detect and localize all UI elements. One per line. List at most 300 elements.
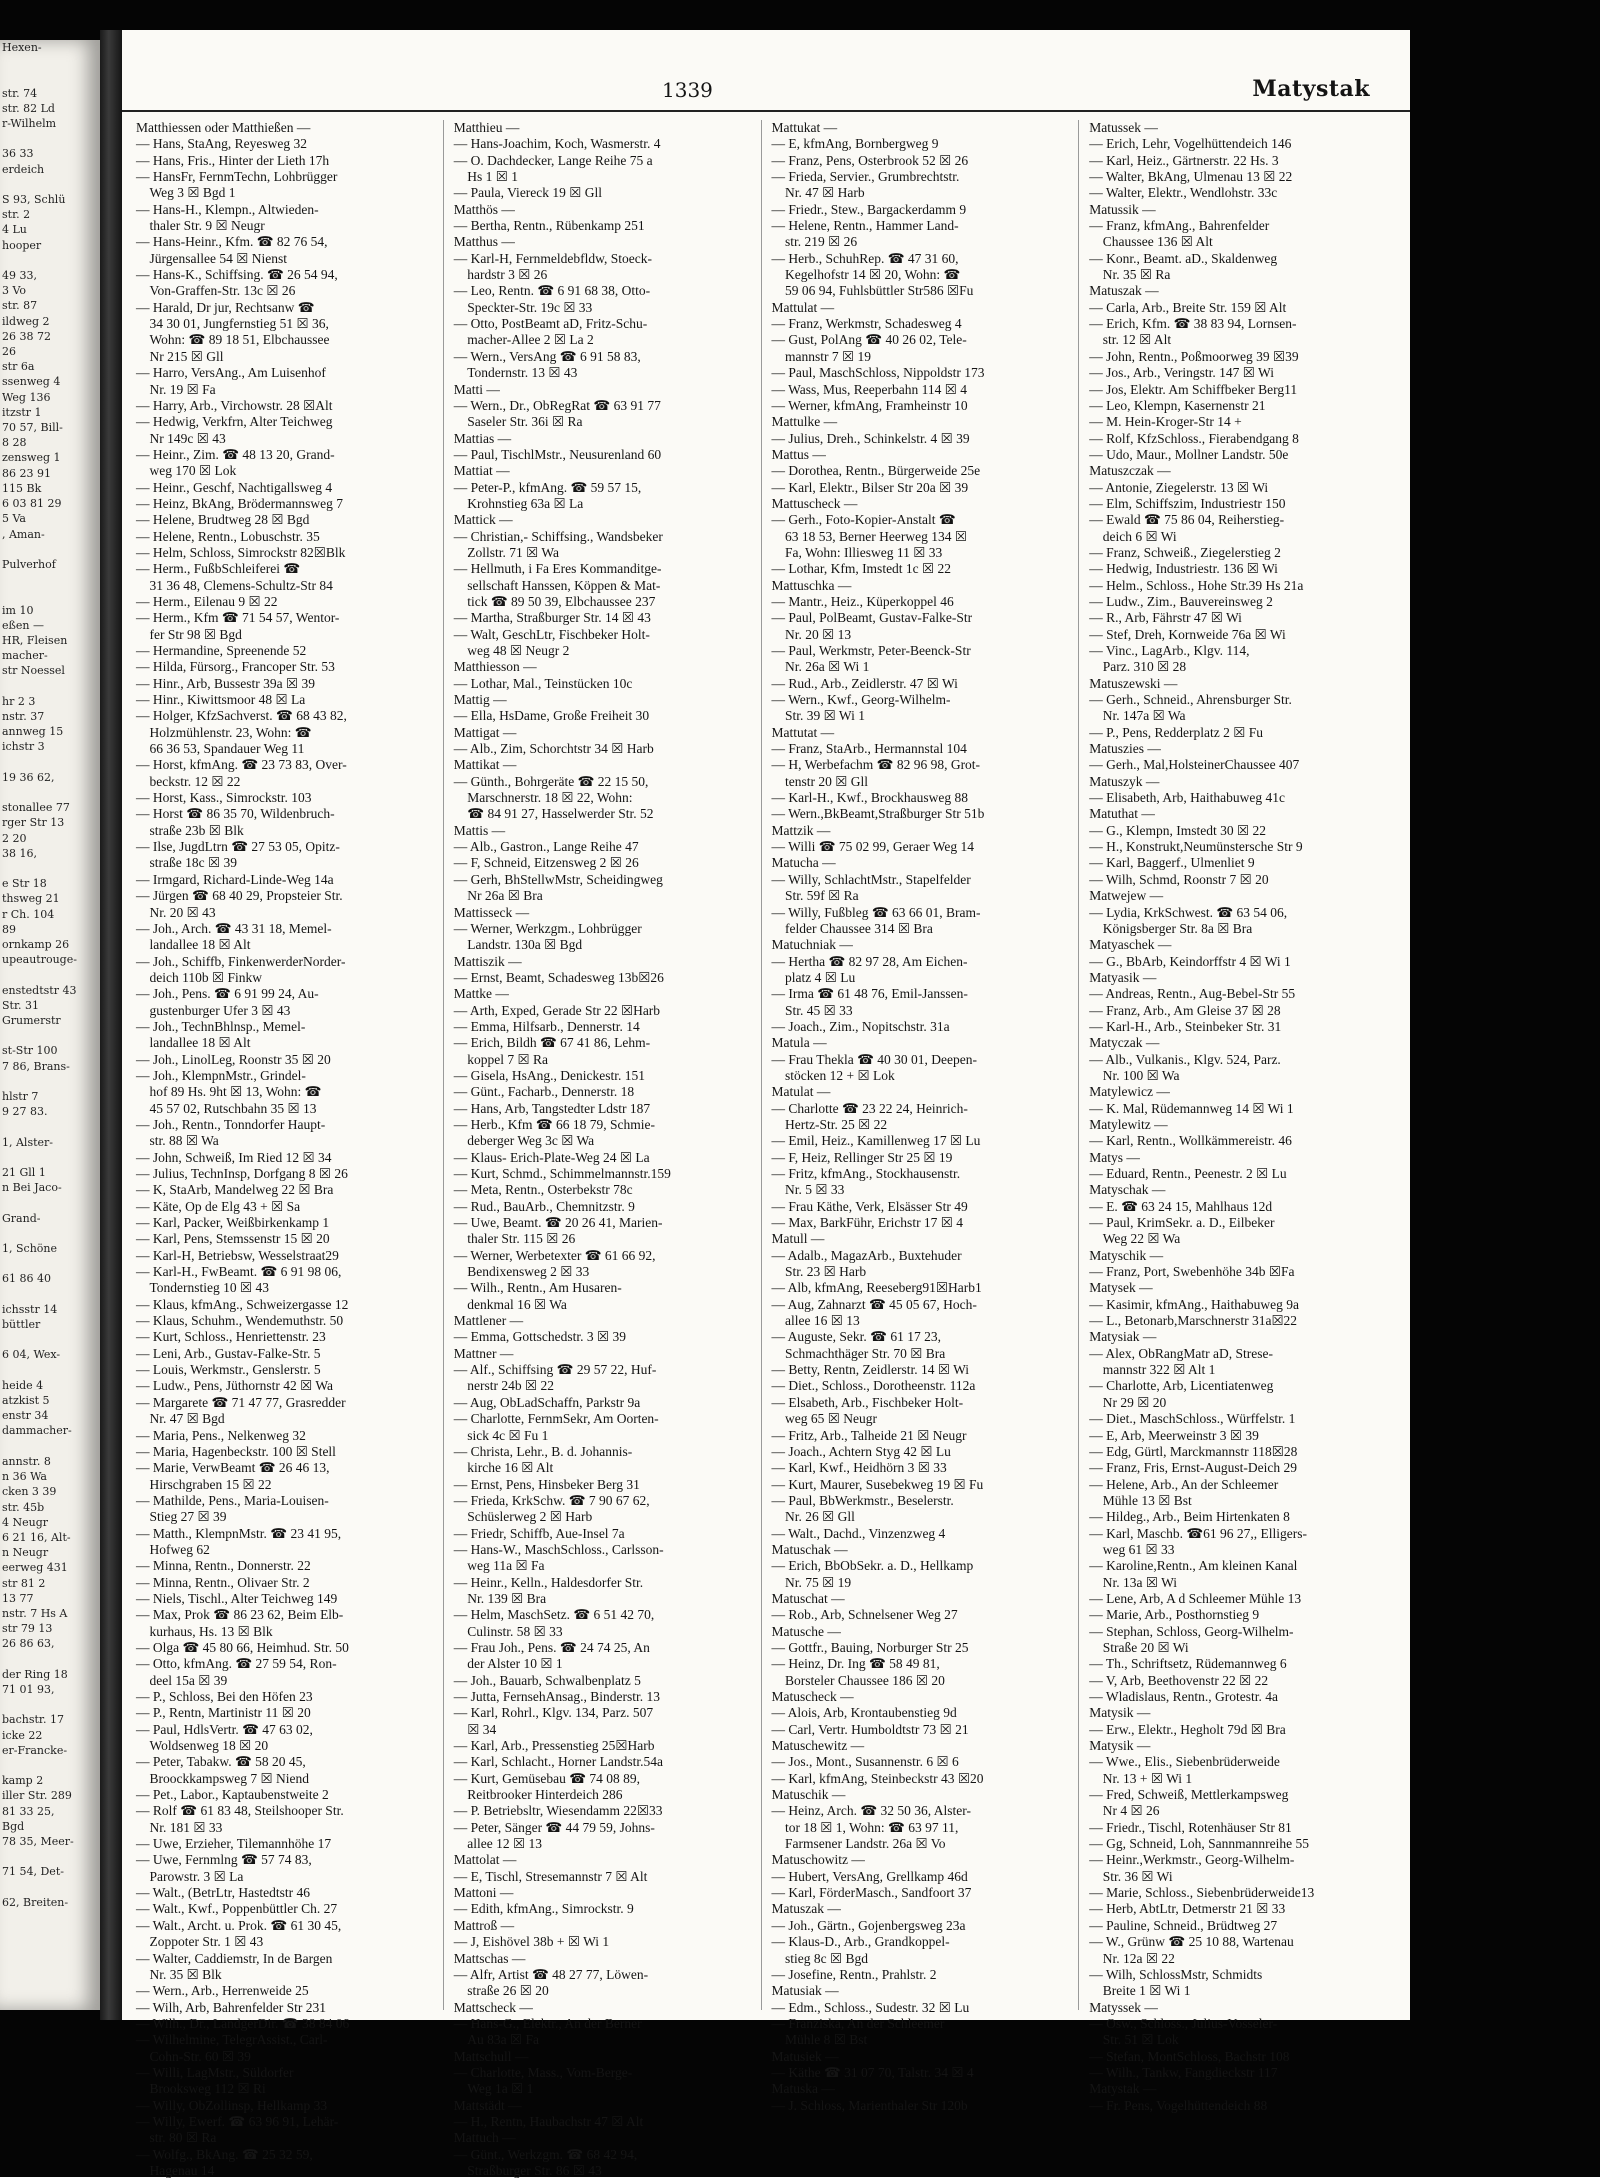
surname-heading: Mattiszik — [453,953,522,969]
directory-entry: — Stephan, Schloss, Georg-Wilhelm- [1089,1623,1294,1639]
directory-entry: Cohn-Str. 60 ☒ 39 [136,2048,251,2064]
directory-entry: — Gerh, BhStellwMstr, Scheidingweg [453,871,663,887]
left-page-fragment: 61 86 40 [2,1272,51,1286]
left-page-fragment [0,55,100,70]
surname-heading: Matuscheck — [771,1689,854,1704]
left-page-fragment: str. 2 [2,208,31,222]
surname-heading: Matyaschek — [1089,937,1172,953]
directory-entry: Zoppoter Str. 1 ☒ 43 [136,1934,264,1950]
directory-entry: — Uwe, Fernmlng ☎ 57 74 83, [136,1852,312,1868]
directory-entry: Von-Graffen-Str. 13c ☒ 26 [136,283,296,299]
directory-entry: — Harald, Dr jur, Rechtsanw ☎ [136,299,315,315]
left-page-fragment: heide 4 [2,1378,44,1392]
directory-entry: — Pet., Labor., Kaptaubenstweite 2 [136,1787,329,1803]
surname-heading: Mattroß — [453,1917,515,1933]
directory-entry: Nr 4 ☒ 26 [1089,1803,1160,1819]
left-page-fragment: 26 86 63, [2,1637,55,1651]
left-page-fragment: str. 45b [2,1500,45,1514]
directory-entry: — Karl, Pens, Stemssenstr 15 ☒ 20 [136,1231,330,1247]
directory-entry: — Karl, Rohrl., Klgv. 134, Parz. 507 [453,1705,654,1721]
directory-entry: — Willy, Fußbleg ☎ 63 66 01, Bram- [771,904,981,920]
directory-entry: — Margarete ☎ 71 47 77, Grasredder [136,1394,346,1410]
directory-entry: — Minna, Rentn., Olivaer Str. 2 [136,1574,310,1590]
surname-heading: Matuchniak — [771,937,853,953]
directory-entry: — Klaus-D., Arb., Grandkoppel- [771,1934,950,1950]
directory-entry: ☒ 34 [453,1721,497,1737]
directory-entry: Hertz-Str. 25 ☒ 22 [771,1116,888,1132]
surname-heading: Mattiat — [453,463,510,479]
left-page-fragment: e Str 18 [2,877,47,891]
directory-entry: — Helm., Schloss., Hohe Str.39 Hs 21a [1089,577,1304,593]
directory-entry: — Charlotte ☎ 23 22 24, Heinrich- [771,1100,968,1116]
directory-entry: — P., Schloss, Bei den Höfen 23 [136,1689,313,1704]
directory-entry: Speckter-Str. 19c ☒ 33 [453,299,593,315]
directory-entry: — Horst, kfmAng. ☎ 23 73 83, Over- [136,757,347,773]
directory-entry: str. 80 ☒ Ra [136,2130,217,2146]
directory-entry: — Hinr., Arb, Bussestr 39a ☒ 39 [136,675,315,691]
directory-entry: — Franz, Schweiß., Ziegelerstieg 2 [1089,544,1281,560]
directory-entry: — Rud., BauArb., Chemnitzstr. 9 [453,1198,635,1214]
directory-entry: — Klaus, Schuhm., Wendemuthstr. 50 [136,1313,344,1329]
directory-entry: — Franz, Pens, Osterbrook 52 ☒ 26 [771,152,969,168]
entry-columns [136,120,1382,2178]
directory-entry: — Helene, Arb., An der Schleemer [1089,1476,1279,1492]
directory-entry: Chaussee 136 ☒ Alt [1089,234,1213,250]
surname-heading: Matucha — [771,855,836,871]
directory-entry: — Hedwig, Industriestr. 136 ☒ Wi [1089,561,1278,577]
directory-entry: — Gottfr., Bauing, Norburger Str 25 [771,1639,969,1655]
directory-entry: — Edg, Gürtl, Marckmannstr 118☒28 [1089,1443,1298,1459]
directory-entry: — Louis, Werkmstr., Genslerstr. 5 [136,1362,321,1378]
directory-entry: — Charlotte, Mass., Vom-Berge- [453,2064,633,2080]
directory-entry: — Heinr., Kelln., Haldesdorfer Str. [453,1574,644,1590]
directory-entry: landallee 18 ☒ Alt [136,937,251,953]
left-page-fragment: n Neugr [2,1546,49,1560]
directory-entry: Tondernstr. 13 ☒ 43 [453,365,578,381]
directory-entry: — Josefine, Rentn., Prahlstr. 2 [771,1966,937,1982]
surname-heading: Matuszies — [1089,741,1161,757]
directory-entry: — Joh., Bauarb, Schwalbenplatz 5 [453,1672,641,1688]
left-page-fragment: der Ring 18 [2,1667,68,1681]
surname-heading: Matyasik — [1089,969,1157,985]
directory-entry: — Rud., Arb., Zeidlerstr. 47 ☒ Wi [771,675,958,691]
directory-entry: — Irmgard, Richard-Linde-Weg 14a [136,871,334,887]
directory-entry: — Holger, KfzSachverst. ☎ 68 43 82, [136,708,347,724]
directory-entry: der Alster 10 ☒ 1 [453,1656,563,1672]
surname-heading: Mattscheck — [453,1999,533,2015]
surname-heading: Matti — [453,381,500,397]
directory-entry: — E, Tischl, Stresemannstr 7 ☒ Alt [453,1868,648,1884]
directory-entry: weg 48 ☒ Neugr 2 [453,643,570,658]
directory-entry: Nr. 13 + ☒ Wi 1 [1089,1770,1193,1786]
surname-heading: Matthieu — [453,120,520,135]
directory-entry: — Günth., Bohrgeräte ☎ 22 15 50, [453,773,649,789]
directory-entry: — Alex, ObRangMatr aD, Strese- [1089,1345,1273,1361]
directory-entry: — Pauline, Schneid., Brüdtweg 27 [1089,1917,1278,1933]
directory-entry: Bendixensweg 2 ☒ 33 [453,1264,590,1280]
directory-entry: — Joach., Zim., Nopitschstr. 31a [771,1018,950,1034]
directory-entry: — Paul, TischlMstr., Neusurenland 60 [453,446,662,462]
directory-entry: — Paul, MaschSchloss, Nippoldstr 173 [771,365,985,381]
surname-heading: Mattukat — [771,120,838,135]
directory-entry: — Stefan, MontSchloss, Bachstr 108 [1089,2048,1290,2064]
directory-entry: — Meta, Rentn., Osterbekstr 78c [453,1182,633,1198]
directory-entry: Nr 26a ☒ Bra [453,888,543,904]
left-page-fragment [0,1256,100,1271]
directory-entry: stieg 8c ☒ Bgd [771,1950,868,1966]
directory-entry: deel 15a ☒ 39 [136,1672,228,1688]
directory-entry: Nr. 47 ☒ Harb [771,185,865,201]
running-head: Matystak [1252,76,1370,102]
surname-heading: Matuschik — [771,1787,846,1803]
directory-entry: Hofweg 62 [136,1541,210,1557]
directory-entry: — Alb., Vulkanis., Klgv. 524, Parz. [1089,1051,1281,1067]
left-page-fragment [0,967,100,982]
directory-entry: Nr. 5 ☒ 33 [771,1182,845,1198]
directory-entry: — Hans, Fris., Hinter der Lieth 17h [136,152,330,168]
left-page-fragment: str. 74 [2,86,38,100]
left-page-fragment: zensweg 1 [2,451,61,465]
directory-entry: — Herm., Eilenau 9 ☒ 22 [136,593,278,609]
surname-heading: Mattias — [453,430,512,446]
directory-entry: — Jutta, FernsehAnsag., Binderstr. 13 [453,1689,660,1704]
directory-entry: Hs 1 ☒ 1 [453,169,518,185]
directory-entry: — Herb., Kfm ☎ 66 18 79, Schmie- [453,1116,656,1132]
left-page-fragment: 6 03 81 29 [2,497,62,511]
surname-heading: Mattigat — [453,724,517,740]
directory-entry: weg 65 ☒ Neugr [771,1411,877,1427]
left-page-fragment: iller Str. 289 [2,1789,72,1803]
directory-entry: — Wern.,BkBeamt,Straßburger Str 51b [771,806,985,822]
left-page-fragment: cken 3 39 [2,1485,57,1499]
directory-entry: — Horst, Kass., Simrockstr. 103 [136,790,312,806]
directory-entry: — Gerh., Mal,HolsteinerChaussee 407 [1089,757,1300,773]
directory-entry: — Hinr., Kiwittsmoor 48 ☒ La [136,692,306,708]
directory-entry: — Paul, HdlsVertr. ☎ 47 63 02, [136,1721,313,1737]
left-page-fragment [0,572,100,587]
surname-heading: Matuszewski — [1089,675,1178,691]
directory-entry: — Wilh., Dr., LandgerDir. ☎ 38 84 06 [136,2015,350,2031]
directory-entry: — Paul, BbWerkmstr., Beselerstr. [771,1492,954,1508]
directory-entry: — Gerh., Foto-Kopier-Anstalt ☎ [771,512,956,528]
left-page-fragment: 2 20 [2,831,27,845]
left-page-fragment [0,1287,100,1302]
left-page-fragment: str. 82 Ld [2,101,55,115]
directory-entry: Nr. 13a ☒ Wi [1089,1574,1178,1590]
directory-entry: — Max, BarkFühr, Erichstr 17 ☒ 4 [771,1215,964,1231]
directory-entry: — Elsabeth, Arb., Fischbeker Holt- [771,1394,964,1410]
directory-entry: — Peter, Tabakw. ☎ 58 20 45, [136,1754,306,1770]
left-page-fragment: 6 04, Wex- [2,1348,61,1362]
left-page-fragment [0,587,100,602]
scan-right-margin [1410,0,1600,2177]
directory-entry: — Helm, MaschSetz. ☎ 6 51 42 70, [453,1607,655,1623]
directory-entry: — Adalb., MagazArb., Buxtehuder [771,1247,962,1263]
directory-entry: Parowstr. 3 ☒ La [136,1868,244,1884]
directory-entry: — Frau Thekla ☎ 40 30 01, Deepen- [771,1051,978,1067]
left-page-fragment: 13 77 [2,1591,34,1605]
directory-entry: deich 110b ☒ Finkw [136,969,262,985]
directory-entry: — Lothar, Mal., Teinstücken 10c [453,675,633,691]
directory-entry: — Heinz, Dr. Ing ☎ 58 49 81, [771,1656,940,1672]
directory-entry: — Arth, Exped, Gerade Str 22 ☒Harb [453,1002,661,1018]
surname-heading: Mattutat — [771,724,835,740]
left-page-fragment: ssenweg 4 [2,375,61,389]
directory-entry: sellschaft Hanssen, Köppen & Mat- [453,577,661,593]
directory-entry: — Charlotte, Arb, Licentiatenweg [1089,1378,1274,1394]
left-page-fragment: S 93, Schlü [2,193,66,207]
directory-entry: — Edm., Schloss., Sudestr. 32 ☒ Lu [771,1999,970,2015]
directory-entry: Parz. 310 ☒ 28 [1089,659,1187,675]
left-page-fragment: r-Wilhelm [2,117,57,131]
directory-entry: — Karl, Packer, Weißbirkenkamp 1 [136,1215,330,1231]
directory-entry: — Th., Schriftsetz, Rüdemannweg 6 [1089,1656,1287,1672]
left-page-fragment: 4 Neugr [2,1515,49,1529]
surname-heading: Mattzik — [771,822,831,838]
surname-heading: Matuszczak — [1089,463,1171,479]
left-page-fragment: 38 16, [2,846,37,860]
directory-entry: — L., Betonarb,Marschnerstr 31a☒22 [1089,1313,1298,1329]
directory-entry: deich 6 ☒ Wi [1089,528,1177,544]
left-page-fragment: 89 [2,922,16,936]
directory-entry: — Heinr.,Werkmstr., Georg-Wilhelm- [1089,1852,1295,1868]
directory-entry: Fa, Wohn: Illiesweg 11 ☒ 33 [771,544,943,560]
surname-heading: Matyschik — [1089,1247,1164,1263]
surname-heading: Matthös — [453,201,515,217]
directory-entry: — Günt., Werkzgm. ☎ 68 42 94, [453,2146,638,2162]
directory-entry: Nr. 100 ☒ Wa [1089,1067,1180,1083]
left-page-edge [0,40,100,2010]
directory-entry: — M. Hein-Kroger-Str 14 + [1089,414,1242,430]
directory-entry: 63 18 53, Berner Heerweg 134 ☒ [771,528,967,544]
directory-entry: — K. Mal, Rüdemannweg 14 ☒ Wi 1 [1089,1100,1294,1116]
directory-entry: felder Chaussee 314 ☒ Bra [771,920,933,936]
directory-entry: — Osw., Schloss., Julius-Vosseler- [1089,2015,1278,2031]
directory-entry: Nr. 19 ☒ Fa [136,381,216,397]
left-page-fragment: 7 86, Brans- [2,1059,70,1073]
directory-entry: — H., Konstrukt,Neumünstersche Str 9 [1089,839,1303,855]
surname-heading: Matussek — [1089,120,1158,135]
directory-entry: — Gisela, HsAng., Denickestr. 151 [453,1067,645,1083]
directory-entry: — Friedr., Stew., Bargackerdamm 9 [771,201,967,217]
directory-entry: — Hans-Joachim, Koch, Wasmerstr. 4 [453,136,661,152]
directory-entry: fer Str 98 ☒ Bgd [136,626,242,642]
left-page-fragment: ildweg 2 [2,314,50,328]
directory-entry: — J. Schloss, Marienthaler Str 120b [771,2097,968,2113]
directory-entry: — Hedwig, Verkfrn, Alter Teichweg [136,414,333,430]
directory-entry: — Joh., TechnBhlnsp., Memel- [136,1018,306,1034]
left-page-fragment: 62, Breiten- [2,1895,69,1909]
left-page-fragment [0,177,100,192]
directory-entry: — Joh., Rentn., Tonndorfer Haupt- [136,1116,326,1132]
surname-heading: Mattulke — [771,414,838,430]
surname-heading: Mattis — [453,822,506,838]
surname-heading: Matthus — [453,234,515,250]
directory-entry: — Eduard, Rentn., Peenestr. 2 ☒ Lu [1089,1166,1287,1181]
left-page-fragment: Pulverhof [2,557,56,571]
directory-entry: — Uwe, Beamt. ☎ 20 26 41, Marien- [453,1215,663,1231]
directory-entry: — Walter, Elektr., Wendlohstr. 33c [1089,185,1278,201]
directory-entry: — Elm, Schiffszim, Industriestr 150 [1089,495,1286,511]
directory-entry: — Franz, kfmAng., Bahrenfelder [1089,218,1270,234]
directory-entry: Nr 215 ☒ Gll [136,348,224,364]
directory-entry: — Frau Käthe, Verk, Elsässer Str 49 [771,1198,968,1214]
directory-entry: Nr. 35 ☒ Blk [136,1966,222,1982]
directory-entry: — Elisabeth, Arb, Haithabuweg 41c [1089,790,1285,806]
left-page-fragment [0,1028,100,1043]
directory-entry: macher-Allee 2 ☒ La 2 [453,332,594,348]
surname-heading: Matuschowitz — [771,1852,865,1868]
left-page-fragment: 49 33, [2,269,37,283]
directory-entry: straße 23b ☒ Blk [136,822,244,838]
directory-entry: 59 06 94, Fuhlsbüttler Str586 ☒Fu [771,283,974,299]
directory-entry: — H, Werbefachm ☎ 82 96 98, Grot- [771,757,981,773]
directory-entry: — Franz, StaArb., Hermannstal 104 [771,741,967,757]
left-page-fragment [0,679,100,694]
directory-entry: — Rolf, KfzSchloss., Fierabendgang 8 [1089,430,1299,446]
directory-entry: — Karl-H., Arb., Steinbeker Str. 31 [1089,1018,1282,1034]
directory-entry: — Diet., Schloss., Dorotheenstr. 112a [771,1378,976,1394]
directory-entry: — Walter, BkAng, Ulmenau 13 ☒ 22 [1089,169,1293,185]
left-page-fragment: n 36 Wa [2,1470,47,1484]
directory-entry: — Kurt, Gemüsebau ☎ 74 08 89, [453,1770,641,1786]
directory-entry: weg 170 ☒ Lok [136,463,237,479]
directory-entry: — Wern., Dr., ObRegRat ☎ 63 91 77 [453,397,661,413]
directory-entry: — Fritz, Arb., Talheide 21 ☒ Neugr [771,1427,967,1443]
directory-entry: — Gerh., Schneid., Ahrensburger Str. [1089,692,1292,708]
directory-entry: Nr. 12a ☒ 22 [1089,1950,1175,1966]
left-page-fragment [0,1758,100,1773]
page-number: 1339 [662,78,713,102]
directory-entry: Wohn: ☎ 89 18 51, Elbchaussee [136,332,330,348]
directory-entry: Au 83a ☒ Fa [453,2032,539,2048]
directory-page [122,30,1410,2178]
left-page-fragment: hooper [2,238,42,252]
directory-entry: Zollstr. 71 ☒ Wa [453,544,560,560]
directory-entry: Culinstr. 58 ☒ 33 [453,1623,563,1639]
surname-heading: Matusche — [771,1623,841,1639]
surname-heading: Mattikat — [453,757,517,773]
surname-heading: Mattolat — [453,1852,517,1868]
left-page-fragment: er-Francke- [2,1743,68,1757]
directory-entry: — Günt., Facharb., Dennerstr. 18 [453,1084,635,1100]
directory-entry: — Karl, Arb., Pressenstieg 25☒Harb [453,1738,655,1754]
surname-heading: Mattus — [771,446,826,462]
directory-entry: — Wern., VersAng ☎ 6 91 58 83, [453,348,641,364]
surname-heading: Matusiek — [771,2048,839,2064]
left-page-fragment: ornkamp 26 [2,937,70,951]
directory-entry: Str. 39 ☒ Wi 1 [771,708,865,724]
surname-heading: Mattlener — [453,1313,524,1329]
directory-entry: Hirschgraben 15 ☒ 22 [136,1476,272,1492]
directory-entry: — E. ☎ 63 24 15, Mahlhaus 12d [1089,1198,1273,1214]
surname-heading: Matysiak — [1089,1329,1157,1345]
directory-entry: — Friedr, Schiffb, Aue-Insel 7a [453,1525,625,1541]
column-1 [136,120,429,2178]
left-page-fragment [0,1363,100,1378]
left-page-fragment: str Noessel [2,664,65,678]
directory-entry: Nr. 181 ☒ 33 [136,1819,223,1835]
surname-heading: Matuszyk — [1089,773,1160,789]
page-header [122,74,1410,112]
surname-heading: Matystak — [1089,2081,1157,2097]
left-page-fragment: 8 28 [2,436,27,450]
left-page-fragment [0,1332,100,1347]
directory-entry: — Christa, Lehr., B. d. Johannis- [453,1443,633,1459]
left-page-fragment: ichsstr 14 [2,1302,58,1316]
directory-entry: — Julius, TechnInsp, Dorfgang 8 ☒ 26 [136,1166,348,1181]
directory-entry: — Jos, Elektr. Am Schiffbeker Berg11 [1089,381,1298,397]
surname-heading: Matys — [1089,1149,1140,1165]
directory-entry: — Harry, Arb., Virchowstr. 28 ☒Alt [136,397,333,413]
directory-entry: — Franz, Port, Swebenhöhe 34b ☒Fa [1089,1264,1295,1280]
left-page-fragment [0,70,100,85]
directory-entry: Brooksweg 112 ☒ Ri [136,2081,266,2097]
directory-entry: sick 4c ☒ Fu 1 [453,1427,549,1443]
directory-entry: Str. 23 ☒ Harb [771,1264,867,1280]
left-page-fragment: str 6a [2,360,35,374]
directory-entry: Woldsenweg 18 ☒ 20 [136,1738,269,1754]
directory-entry: — Heinz, Arch. ☎ 32 50 36, Alster- [771,1803,972,1819]
directory-entry: platz 4 ☒ Lu [771,969,856,985]
directory-entry: — Lydia, KrkSchwest. ☎ 63 54 06, [1089,904,1288,920]
directory-entry: — Otto, PostBeamt aD, Fritz-Schu- [453,316,648,332]
left-page-fragment [0,131,100,146]
directory-entry: Nr 149c ☒ 43 [136,430,226,446]
directory-entry: gustenburger Ufer 3 ☒ 43 [136,1002,291,1018]
directory-entry: — Vinc., LagArb., Klgv. 114, [1089,643,1250,658]
directory-entry: — Helene, Brudtweg 28 ☒ Bgd [136,512,310,528]
surname-heading: Matthiessen oder Matthießen — [136,120,311,135]
directory-entry: — Karl-H., Kwf., Brockhausweg 88 [771,790,968,806]
directory-entry: tick ☎ 89 50 39, Elbchaussee 237 [453,593,656,609]
directory-entry: — Walt., Dachd., Vinzenzweg 4 [771,1525,946,1541]
left-page-fragment: atzkist 5 [2,1394,50,1408]
directory-entry: 31 36 48, Clemens-Schultz-Str 84 [136,577,333,593]
directory-entry: beckstr. 12 ☒ 22 [136,773,241,789]
directory-entry: — F, Heiz, Rellinger Str 25 ☒ 19 [771,1149,953,1165]
left-page-fragment [0,1150,100,1165]
directory-entry: — Wladislaus, Rentn., Grotestr. 4a [1089,1689,1278,1704]
directory-entry: — Paul, Werkmstr, Peter-Beenck-Str [771,643,971,658]
directory-entry: — Klaus- Erich-Plate-Weg 24 ☒ La [453,1149,650,1165]
directory-entry: Tondernstieg 10 ☒ 43 [136,1280,270,1296]
directory-entry: — Minna, Rentn., Donnerstr. 22 [136,1558,311,1574]
left-page-fragment: stonallee 77 [2,801,70,815]
left-page-fragment [0,861,100,876]
left-page-fragment: hlstr 7 [2,1090,39,1104]
directory-entry: — Frieda, Servier., Grumbrechtstr. [771,169,960,185]
left-page-fragment: 115 Bk [2,481,42,495]
left-page-fragment: icke 22 [2,1728,43,1742]
surname-heading: Matysik — [1089,1738,1151,1754]
directory-entry: — HansFr, FernmTechn, Lohbrügger [136,169,338,185]
directory-entry: — Alb., Zim, Schorchtstr 34 ☒ Harb [453,741,654,757]
surname-heading: Matylewicz — [1089,1084,1170,1100]
left-page-fragment: enstr 34 [2,1409,49,1423]
surname-heading: Matthiesson — [453,659,537,675]
surname-heading: Matysek — [1089,1280,1153,1296]
directory-entry: ☎ 84 91 27, Hasselwerder Str. 52 [453,806,654,822]
left-page-fragment [0,755,100,770]
left-page-fragment: upeautrouge- [2,953,77,967]
left-page-fragment: , Aman- [2,527,45,541]
directory-entry: — Wilh, Arb, Bahrenfelder Str 231 [136,1999,327,2015]
left-page-fragment: 26 38 72 [2,329,51,343]
directory-entry: Reitbrooker Hinterdeich 286 [453,1787,623,1803]
directory-entry: — Julius, Dreh., Schinkelstr. 4 ☒ 39 [771,430,970,446]
surname-heading: Matuszak — [771,1901,841,1917]
